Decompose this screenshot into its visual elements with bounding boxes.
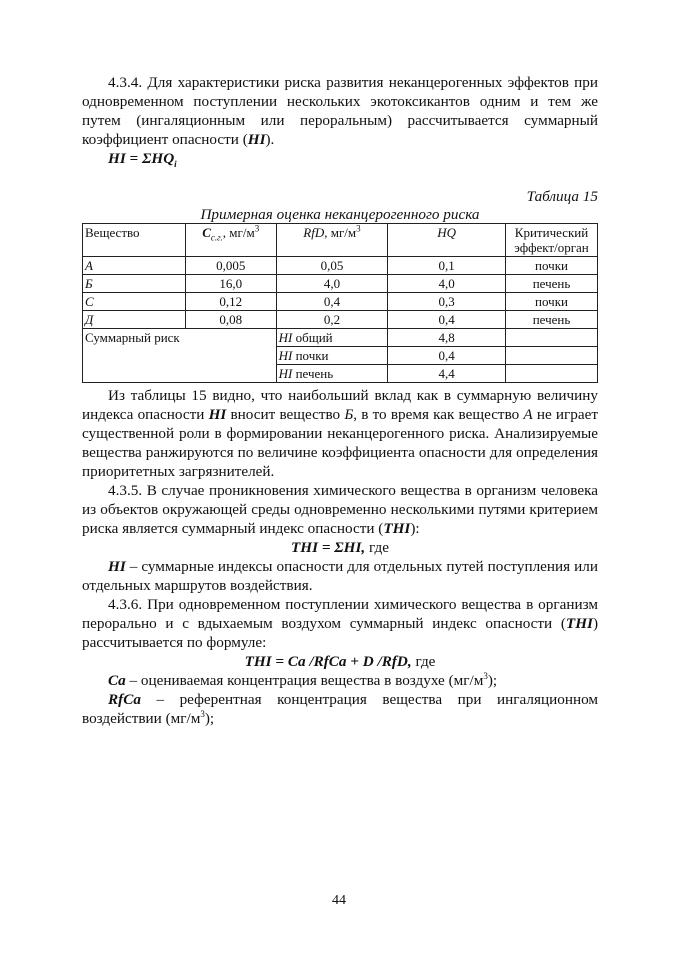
paragraph-4-3-6: 4.3.6. При одновременном поступлении химического вещества в организм перорально и с вдыхаемым воздухом суммарный индекс опасности (THI) рассчитывается по формуле: [82,596,598,651]
table-number: Таблица 15 [526,188,598,205]
cell-conc: 16,0 [185,275,276,293]
cell-conc: 0,08 [185,311,276,329]
summary-label-kidneys: HI почки [276,347,388,365]
paragraph-4-3-4: 4.3.4. Для характеристики риска развития неканцерогенных эффектов при одновременном поступлении нескольких экотоксикантов одним и тем же путем (ингаляционным или пероральным) рассчитывается суммарный коэффициент опасности (HI). [82,74,598,148]
summary-value-liver: 4,4 [388,365,506,383]
formula-thi: THI = ΣHI, где [291,539,389,556]
cell-hq: 0,1 [388,257,506,275]
cell-hq: 4,0 [388,275,506,293]
summary-value-kidneys: 0,4 [388,347,506,365]
summary-empty-cell [506,347,598,365]
cell-hq: 0,4 [388,311,506,329]
paragraph-ca-definition: Ca – оцениваемая концентрация вещества в воздухе $(мг/м^3)$; [108,670,498,689]
table-row [83,311,598,329]
header-hq: HQ [388,224,506,257]
summary-empty-cell [506,365,598,383]
cell-conc: 0,005 [185,257,276,275]
table-row [83,293,598,311]
table-row [83,275,598,293]
formula-hi: HI = $\Sigma HQ_i$ [108,150,177,170]
header-substance: Вещество [83,224,186,257]
cell-substance: С [83,293,186,311]
summary-label-total: HI общий [276,329,388,347]
table-title: Примерная оценка неканцерогенного риска [200,206,480,223]
cell-rfd: 0,4 [276,293,388,311]
table-header-row [83,224,598,257]
summary-label-liver: HI печень [276,365,388,383]
paragraph-table-analysis: Из таблицы 15 видно, что наибольший вклад как в суммарную величину индекса опасности HI вносит вещество Б, в то время как вещество А не играет существенной роли в формировании неканцерогенного риска. Анализируемые вещества ранжируются по величине коэффициента опасности для определения приоритетных загрязнителей. [82,387,599,480]
cell-effect: печень [506,275,598,293]
paragraph-rfca-definition: RfCa – референтная концентрация вещества при ингаляционном воздействии $(мг/м^3)$; [82,691,598,727]
cell-hq: 0,3 [388,293,506,311]
risk-table [82,223,598,383]
cell-substance: Д [83,311,186,329]
summary-value-total: 4,8 [388,329,506,347]
table-row [83,257,598,275]
paragraph-hi-definition: HI – суммарные индексы опасности для отдельных путей поступления или отдельных маршрутов воздействия. [82,558,598,594]
cell-rfd: 0,05 [276,257,388,275]
cell-rfd: 0,2 [276,311,388,329]
header-effect: Критический эффект/орган [506,224,598,257]
paragraph-4-3-5: 4.3.5. В случае проникновения химического вещества в организм человека из объектов окружающей среды одновременно несколькими путями критерием риска является суммарный индекс опасности (THI): [82,482,598,537]
header-concentration: $C_{с.г.}$, $мг/м^3$ [185,224,276,257]
cell-rfd: 4,0 [276,275,388,293]
cell-effect: почки [506,293,598,311]
summary-empty-cell [506,329,598,347]
cell-effect: почки [506,257,598,275]
summary-label: Суммарный риск [83,329,277,383]
cell-effect: печень [506,311,598,329]
summary-row [83,329,598,347]
page-content [82,73,598,728]
formula-thi-oral-inhalation: THI = Ca /RfCa + D /RfD, где [244,653,436,670]
header-rfd: RfD, $мг/м^3$ [276,224,388,257]
cell-substance: Б [83,275,186,293]
page-number: 44 [332,893,346,908]
cell-substance: А [83,257,186,275]
cell-conc: 0,12 [185,293,276,311]
